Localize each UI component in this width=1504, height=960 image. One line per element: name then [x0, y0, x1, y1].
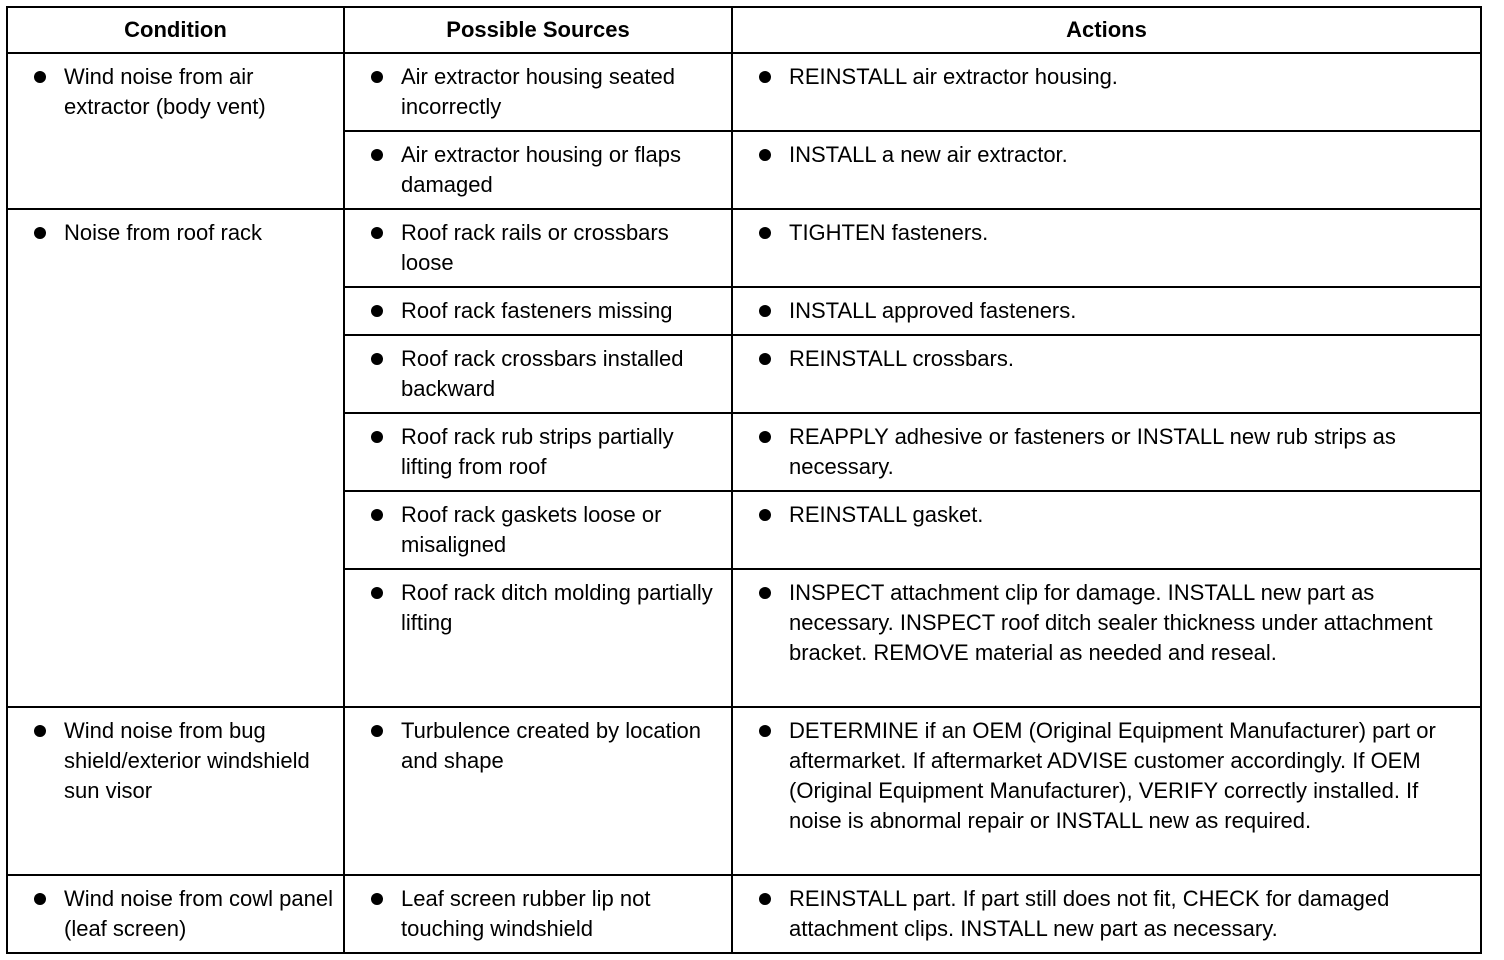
action-text: INSPECT attachment clip for damage. INSTALL new part as necessary. INSPECT roof ditch sealer thickness under attachment bracket. REMOVE material as needed and reseal.: [757, 578, 1474, 668]
source-text: Roof rack crossbars installed backward: [369, 344, 725, 404]
condition-text: Wind noise from cowl panel (leaf screen): [32, 884, 337, 944]
condition-cell: [7, 53, 344, 209]
source-text: Turbulence created by location and shape: [369, 716, 725, 776]
header-possible-sources: Possible Sources: [344, 7, 732, 53]
action-cell: [732, 413, 1481, 491]
source-text: Roof rack gaskets loose or misaligned: [369, 500, 725, 560]
header-row: [7, 7, 1481, 53]
table-row: [7, 707, 1481, 875]
condition-cell: [7, 209, 344, 707]
condition-text: Noise from roof rack: [32, 218, 337, 248]
source-cell: [344, 131, 732, 209]
condition-cell: [7, 875, 344, 953]
condition-text: Wind noise from air extractor (body vent): [32, 62, 337, 122]
condition-text: Wind noise from bug shield/exterior windshield sun visor: [32, 716, 337, 806]
source-cell: [344, 875, 732, 953]
source-cell: [344, 707, 732, 875]
table-row: [7, 209, 1481, 287]
action-cell: [732, 491, 1481, 569]
table-row: [7, 875, 1481, 953]
action-text: INSTALL a new air extractor.: [757, 140, 1474, 170]
action-text: REINSTALL gasket.: [757, 500, 1474, 530]
source-cell: [344, 569, 732, 707]
header-condition: Condition: [7, 7, 344, 53]
source-text: Air extractor housing or flaps damaged: [369, 140, 725, 200]
table-row: [7, 53, 1481, 131]
source-text: Roof rack rails or crossbars loose: [369, 218, 725, 278]
source-cell: [344, 413, 732, 491]
action-text: REINSTALL crossbars.: [757, 344, 1474, 374]
source-cell: [344, 491, 732, 569]
condition-cell: [7, 707, 344, 875]
action-cell: [732, 875, 1481, 953]
action-cell: [732, 335, 1481, 413]
action-cell: [732, 287, 1481, 335]
header-actions: Actions: [732, 7, 1481, 53]
action-cell: [732, 209, 1481, 287]
action-text: REAPPLY adhesive or fasteners or INSTALL new rub strips as necessary.: [757, 422, 1474, 482]
action-cell: [732, 131, 1481, 209]
source-text: Roof rack rub strips partially lifting from roof: [369, 422, 725, 482]
action-text: INSTALL approved fasteners.: [757, 296, 1474, 326]
action-cell: [732, 569, 1481, 707]
source-text: Air extractor housing seated incorrectly: [369, 62, 725, 122]
action-cell: [732, 707, 1481, 875]
action-text: DETERMINE if an OEM (Original Equipment Manufacturer) part or aftermarket. If aftermarket ADVISE customer accordingly. If OEM (Original Equipment Manufacturer), VERIFY correctly installed. If noise is abnormal repair or INSTALL new as required.: [757, 716, 1474, 836]
source-text: Leaf screen rubber lip not touching windshield: [369, 884, 725, 944]
action-cell: [732, 53, 1481, 131]
source-text: Roof rack fasteners missing: [369, 296, 725, 326]
source-cell: [344, 53, 732, 131]
diagnosis-table: [6, 6, 1482, 954]
source-cell: [344, 209, 732, 287]
source-cell: [344, 335, 732, 413]
action-text: REINSTALL air extractor housing.: [757, 62, 1474, 92]
action-text: TIGHTEN fasteners.: [757, 218, 1474, 248]
source-text: Roof rack ditch molding partially lifting: [369, 578, 725, 638]
source-cell: [344, 287, 732, 335]
action-text: REINSTALL part. If part still does not fit, CHECK for damaged attachment clips. INSTALL new part as necessary.: [757, 884, 1474, 944]
